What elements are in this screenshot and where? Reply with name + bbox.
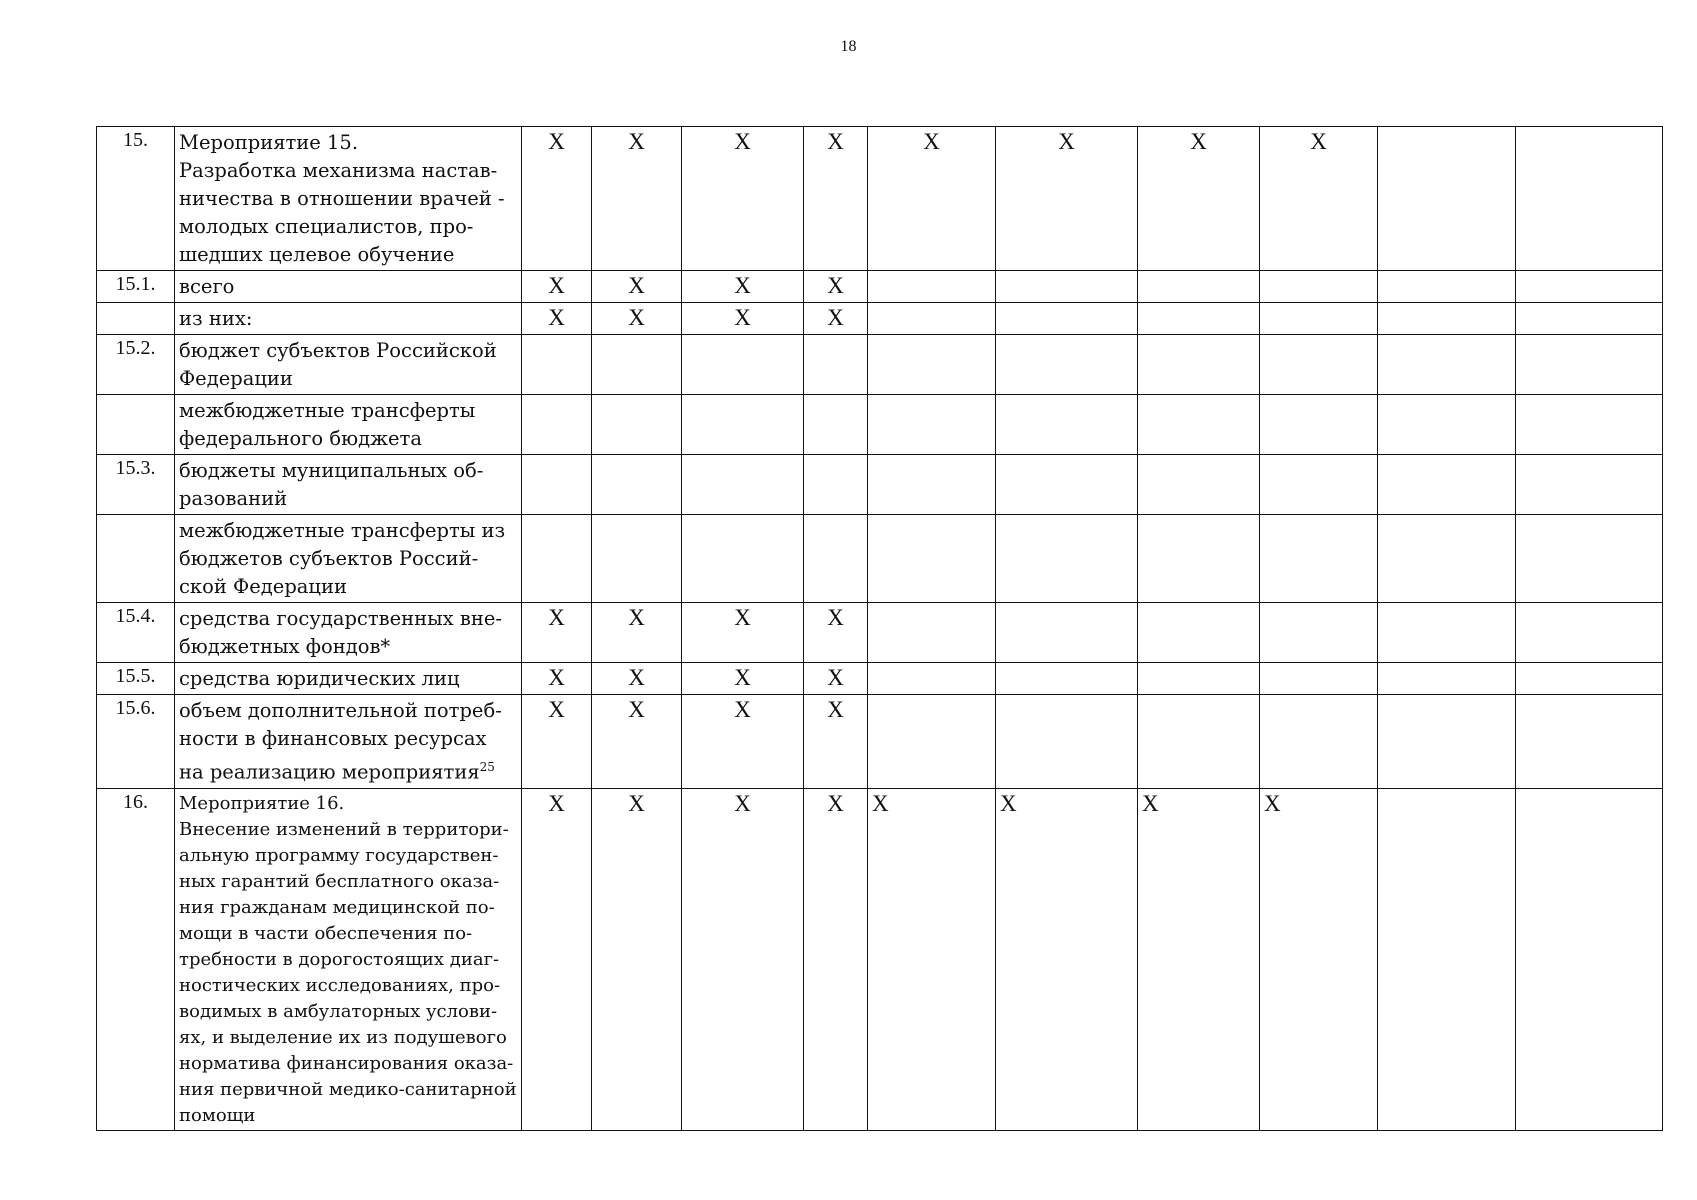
row-description-text: межбюджетные трансферты федерального бюджета [179,399,476,450]
row-description-text: средства государственных вне- бюджетных фондов* [179,607,502,658]
mark-cell [996,271,1138,303]
row-description [175,695,522,789]
mark-cell [1378,127,1516,271]
mark-cell: X [868,127,996,271]
row-description [175,455,522,515]
mark-cell: X [804,603,868,663]
mark-cell [1516,515,1663,603]
table-row [97,271,1663,303]
mark-cell [1378,663,1516,695]
mark-cell: X [804,271,868,303]
mark-cell [1138,515,1260,603]
mark-cell [682,395,804,455]
mark-cell: X [592,695,682,789]
mark-cell [1138,663,1260,695]
mark-cell: X [522,663,592,695]
row-description [175,663,522,695]
mark-cell [1378,515,1516,603]
mark-cell [996,663,1138,695]
financing-table [96,126,1663,1131]
row-description [175,271,522,303]
mark-cell: X [522,303,592,335]
mark-cell: X [1260,788,1378,1130]
table-row [97,127,1663,271]
table-row [97,603,1663,663]
table-row [97,663,1663,695]
mark-cell [868,603,996,663]
row-number: 15. [97,127,175,271]
mark-cell [1378,395,1516,455]
mark-cell [1378,788,1516,1130]
mark-cell [1260,695,1378,789]
table-row [97,303,1663,335]
mark-cell [996,603,1138,663]
mark-cell: X [682,303,804,335]
mark-cell [868,303,996,335]
mark-cell [868,271,996,303]
mark-cell: X [682,695,804,789]
mark-cell [996,695,1138,789]
row-description [175,788,522,1130]
mark-cell [868,395,996,455]
mark-cell [996,335,1138,395]
table-row [97,515,1663,603]
mark-cell [522,335,592,395]
mark-cell [1378,603,1516,663]
table-row [97,788,1663,1130]
mark-cell [1516,271,1663,303]
mark-cell [1260,603,1378,663]
mark-cell: X [804,788,868,1130]
mark-cell: X [592,788,682,1130]
mark-cell [1260,515,1378,603]
row-description [175,127,522,271]
mark-cell [592,455,682,515]
mark-cell [996,515,1138,603]
mark-cell [1138,603,1260,663]
mark-cell: X [592,127,682,271]
row-description [175,395,522,455]
mark-cell [1138,335,1260,395]
table-row [97,455,1663,515]
mark-cell: X [804,303,868,335]
table-body [97,127,1663,1131]
mark-cell: X [682,663,804,695]
mark-cell: X [592,303,682,335]
mark-cell [592,515,682,603]
row-number: 15.4. [97,603,175,663]
mark-cell: X [522,127,592,271]
mark-cell: X [1138,788,1260,1130]
page-number: 18 [840,38,857,55]
row-description-text: межбюджетные трансферты из бюджетов субъектов Россий- ской Федерации [179,519,506,598]
mark-cell [1138,395,1260,455]
row-number: 15.2. [97,335,175,395]
mark-cell [1516,127,1663,271]
row-number: 15.5. [97,663,175,695]
mark-cell [1516,455,1663,515]
mark-cell [522,455,592,515]
mark-cell [522,395,592,455]
mark-cell [996,455,1138,515]
mark-cell [1138,695,1260,789]
row-description-text: бюджет субъектов Российской Федерации [179,339,497,390]
row-description [175,335,522,395]
row-number: 16. [97,788,175,1130]
mark-cell [1516,335,1663,395]
mark-cell [1378,271,1516,303]
mark-cell: X [682,127,804,271]
row-number [97,515,175,603]
mark-cell [1260,271,1378,303]
mark-cell [682,335,804,395]
mark-cell [1378,303,1516,335]
mark-cell [1378,335,1516,395]
mark-cell [868,663,996,695]
mark-cell: X [592,603,682,663]
row-description-text: объем дополнительной потреб- ности в финансовых ресурсах на реализацию мероприятия [179,699,502,784]
footnote-ref: 25 [479,760,495,774]
mark-cell: X [804,695,868,789]
row-description-text: из них: [179,307,253,330]
mark-cell: X [868,788,996,1130]
table-row [97,695,1663,789]
mark-cell [682,455,804,515]
table-row [97,395,1663,455]
mark-cell [868,695,996,789]
row-number [97,395,175,455]
mark-cell [1138,303,1260,335]
row-description [175,303,522,335]
mark-cell [1260,455,1378,515]
mark-cell [804,455,868,515]
mark-cell [1260,663,1378,695]
mark-cell [804,395,868,455]
mark-cell [1516,603,1663,663]
mark-cell: X [522,695,592,789]
mark-cell [592,335,682,395]
mark-cell [592,395,682,455]
mark-cell [522,515,592,603]
row-number: 15.1. [97,271,175,303]
mark-cell: X [682,603,804,663]
mark-cell [1260,303,1378,335]
row-description-text: Мероприятие 16. Внесение изменений в территори- альную программу государствен- ных гарантий бесплатного оказа- ния гражданам медицинской по- мощи в части обеспечения по- требности в дорогостоящих диаг- ностических исследованиях, про- водимых в амбулаторных услови- ях, и выделение их из подушевого норматива финансирования оказа- ния первичной медико-санитарной помощи [179,792,517,1126]
mark-cell: X [592,663,682,695]
mark-cell [868,335,996,395]
row-description-text: бюджеты муниципальных об- разований [179,459,484,510]
row-description-text: всего [179,275,235,298]
mark-cell: X [592,271,682,303]
mark-cell [1516,303,1663,335]
mark-cell [1516,788,1663,1130]
row-number [97,303,175,335]
table-row [97,335,1663,395]
mark-cell: X [996,127,1138,271]
mark-cell: X [522,271,592,303]
mark-cell: X [522,788,592,1130]
mark-cell [682,515,804,603]
mark-cell: X [682,788,804,1130]
mark-cell [996,395,1138,455]
row-description [175,603,522,663]
mark-cell [1138,455,1260,515]
mark-cell: X [804,127,868,271]
row-description-text: Мероприятие 15. Разработка механизма настав- ничества в отношении врачей - молодых специалистов, про- шедших целевое обучение [179,131,505,266]
mark-cell: X [1138,127,1260,271]
mark-cell [1138,271,1260,303]
mark-cell [1516,395,1663,455]
mark-cell: X [1260,127,1378,271]
row-description-text: средства юридических лиц [179,667,460,690]
mark-cell [868,515,996,603]
mark-cell [1516,663,1663,695]
mark-cell [1260,395,1378,455]
mark-cell [996,303,1138,335]
row-number: 15.3. [97,455,175,515]
mark-cell [1378,695,1516,789]
mark-cell: X [804,663,868,695]
mark-cell [868,455,996,515]
mark-cell [1378,455,1516,515]
mark-cell: X [682,271,804,303]
mark-cell: X [996,788,1138,1130]
row-description [175,515,522,603]
mark-cell [804,335,868,395]
mark-cell [1260,335,1378,395]
mark-cell: X [522,603,592,663]
mark-cell [804,515,868,603]
row-number: 15.6. [97,695,175,789]
mark-cell [1516,695,1663,789]
